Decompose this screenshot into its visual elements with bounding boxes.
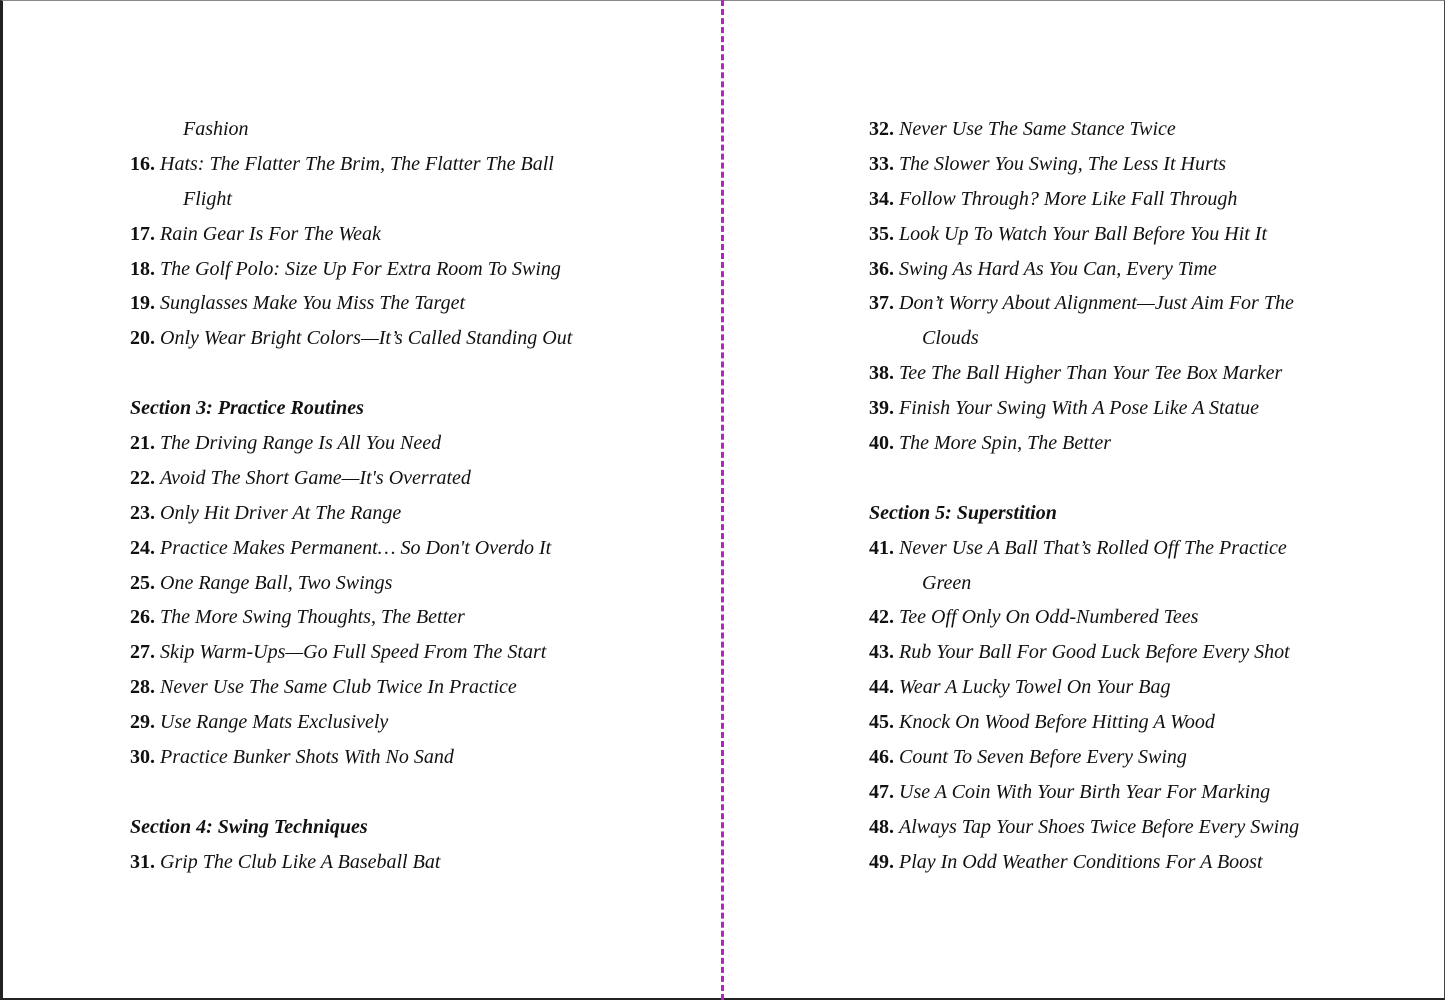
item-number: 44.: [869, 676, 894, 699]
item-number: 47.: [869, 780, 894, 803]
item-text: Count To Seven Before Every Swing: [899, 746, 1187, 769]
list-item: [869, 775, 1299, 810]
item-text: Grip The Club Like A Baseball Bat: [160, 850, 441, 873]
section-heading: Section 4: Swing Techniques: [130, 815, 368, 838]
list-item: [130, 252, 572, 287]
list-item: [869, 147, 1299, 182]
item-text: Use A Coin With Your Birth Year For Marking: [899, 780, 1271, 803]
item-number: 22.: [130, 466, 155, 489]
item-text: Tee Off Only On Odd-Numbered Tees: [899, 606, 1199, 629]
list-item: [869, 391, 1299, 426]
list-item: [130, 670, 572, 705]
list-item: [130, 566, 572, 601]
section-heading: Section 3: Practice Routines: [130, 397, 364, 420]
item-number: 42.: [869, 606, 894, 629]
item-text: The More Swing Thoughts, The Better: [160, 606, 465, 629]
item-continuation: Fashion: [183, 118, 249, 140]
list-item: [869, 670, 1299, 705]
item-text: Skip Warm-Ups—Go Full Speed From The Start: [160, 641, 547, 664]
list-item: [130, 286, 572, 321]
list-item: [869, 740, 1299, 775]
right-page: [869, 112, 1299, 880]
item-number: 23.: [130, 501, 155, 524]
item-number: 41.: [869, 536, 894, 559]
item-number: 48.: [869, 815, 894, 838]
item-text: Never Use A Ball That’s Rolled Off The Practice: [899, 536, 1287, 559]
item-text: The Golf Polo: Size Up For Extra Room To Swing: [160, 257, 561, 280]
item-number: 25.: [130, 571, 155, 594]
section-heading: Section 5: Superstition: [869, 501, 1057, 524]
item-number: 30.: [130, 746, 155, 769]
item-number: 31.: [130, 850, 155, 873]
item-number: 36.: [869, 257, 894, 280]
list-item: [130, 147, 572, 182]
page-divider: [721, 0, 724, 1000]
list-item: [130, 845, 572, 880]
item-text: Only Hit Driver At The Range: [160, 501, 402, 524]
list-item: [130, 705, 572, 740]
list-item: [130, 740, 572, 775]
item-text: Avoid The Short Game—It's Overrated: [160, 466, 471, 489]
item-text: Only Wear Bright Colors—It’s Called Standing Out: [160, 327, 573, 350]
blank-line: [130, 775, 572, 810]
item-text: One Range Ball, Two Swings: [160, 571, 393, 594]
item-text: Rub Your Ball For Good Luck Before Every Shot: [899, 641, 1290, 664]
item-number: 43.: [869, 641, 894, 664]
list-item: [869, 531, 1299, 566]
item-number: 39.: [869, 397, 894, 420]
list-item: [130, 531, 572, 566]
item-continuation: Flight: [183, 187, 232, 210]
item-number: 20.: [130, 327, 155, 350]
blank-line: [869, 461, 1299, 496]
item-number: 35.: [869, 222, 894, 245]
list-item: [869, 112, 1299, 147]
list-item: [869, 182, 1299, 217]
item-text: The Slower You Swing, The Less It Hurts: [899, 152, 1227, 175]
item-number: 40.: [869, 432, 894, 455]
item-text: Tee The Ball Higher Than Your Tee Box Marker: [899, 362, 1283, 385]
item-number: 45.: [869, 711, 894, 734]
item-continuation: Clouds: [922, 327, 979, 350]
item-number: 16.: [130, 152, 155, 175]
item-text: Sunglasses Make You Miss The Target: [160, 292, 466, 315]
item-number: 32.: [869, 118, 894, 140]
left-page: [130, 112, 572, 880]
item-number: 33.: [869, 152, 894, 175]
item-number: 34.: [869, 187, 894, 210]
item-number: 24.: [130, 536, 155, 559]
list-item: [130, 426, 572, 461]
list-item: [869, 600, 1299, 635]
item-number: 49.: [869, 850, 894, 873]
item-text: Use Range Mats Exclusively: [160, 711, 389, 734]
list-item: [869, 810, 1299, 845]
list-item: [869, 252, 1299, 287]
list-item: [130, 217, 572, 252]
list-item: [869, 426, 1299, 461]
list-item: [869, 356, 1299, 391]
item-text: The Driving Range Is All You Need: [160, 432, 442, 455]
list-item: [130, 600, 572, 635]
item-number: 46.: [869, 746, 894, 769]
item-text: Rain Gear Is For The Weak: [160, 222, 381, 245]
item-text: Hats: The Flatter The Brim, The Flatter The Ball: [160, 152, 554, 175]
item-text: Never Use The Same Club Twice In Practice: [160, 676, 517, 699]
list-item: [130, 321, 572, 356]
item-continuation: Green: [922, 571, 972, 594]
item-text: Play In Odd Weather Conditions For A Boost: [899, 850, 1263, 873]
item-number: 19.: [130, 292, 155, 315]
list-item: [130, 635, 572, 670]
item-number: 37.: [869, 292, 894, 315]
item-text: Finish Your Swing With A Pose Like A Statue: [899, 397, 1260, 420]
list-item: [869, 286, 1299, 321]
list-item: [869, 217, 1299, 252]
item-text: Follow Through? More Like Fall Through: [899, 187, 1238, 210]
item-text: Practice Makes Permanent… So Don't Overdo It: [160, 536, 552, 559]
item-text: Practice Bunker Shots With No Sand: [160, 746, 454, 769]
item-text: Never Use The Same Stance Twice: [899, 118, 1176, 140]
item-text: Wear A Lucky Towel On Your Bag: [899, 676, 1171, 699]
list-item: [130, 496, 572, 531]
item-number: 27.: [130, 641, 155, 664]
item-text: Always Tap Your Shoes Twice Before Every Swing: [899, 815, 1300, 838]
list-item: [130, 461, 572, 496]
blank-line: [130, 356, 572, 391]
item-number: 21.: [130, 432, 155, 455]
list-item: [869, 845, 1299, 880]
list-item: [869, 705, 1299, 740]
item-text: The More Spin, The Better: [899, 432, 1112, 455]
item-text: Knock On Wood Before Hitting A Wood: [899, 711, 1215, 734]
item-number: 28.: [130, 676, 155, 699]
item-text: Swing As Hard As You Can, Every Time: [899, 257, 1217, 280]
item-number: 38.: [869, 362, 894, 385]
list-item: [869, 635, 1299, 670]
item-number: 29.: [130, 711, 155, 734]
item-number: 18.: [130, 257, 155, 280]
item-text: Look Up To Watch Your Ball Before You Hit It: [899, 222, 1268, 245]
item-number: 26.: [130, 606, 155, 629]
item-text: Don’t Worry About Alignment—Just Aim For The: [899, 292, 1294, 315]
item-number: 17.: [130, 222, 155, 245]
